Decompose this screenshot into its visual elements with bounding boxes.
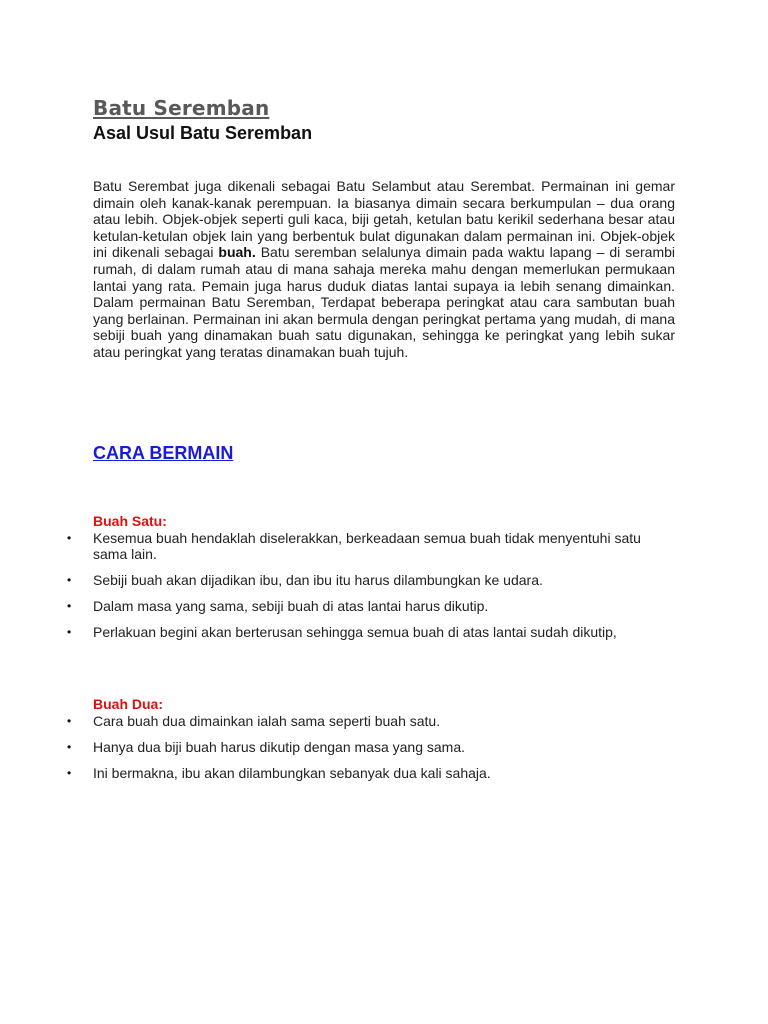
bullet-icon: • <box>67 739 72 754</box>
list-item <box>67 529 675 563</box>
intro-paragraph <box>93 178 675 361</box>
list-item <box>67 572 675 589</box>
document-subtitle: Asal Usul Batu Seremban <box>93 123 313 143</box>
intro-bold-term: buah. <box>218 244 256 261</box>
list-item-text: Cara buah dua dimainkan ialah sama seperti buah satu. <box>93 712 441 729</box>
bullet-icon: • <box>67 765 72 780</box>
list-item <box>67 624 675 641</box>
intro-text-part-2: Batu seremban selalunya dimain pada waktu lapang – di serambi rumah, di dalam rumah atau di mana sahaja mereka mahu dengan memerlukan permukaan lantai yang rata. Pemain juga harus duduk diatas lantai supaya ia lebih senang dimainkan. Dalam permainan Batu Seremban, Terdapat beberapa peringkat atau cara sambutan buah yang berlainan. Permainan ini akan bermula dengan peringkat pertama yang mudah, di mana sebiji buah yang dinamakan buah satu digunakan, sehingga ke peringkat yang lebih sukar atau peringkat yang teratas dinamakan buah tujuh. <box>93 244 676 360</box>
buah-satu-list <box>67 529 675 641</box>
bullet-icon: • <box>67 599 72 614</box>
list-item-text: Sebiji buah akan dijadikan ibu, dan ibu itu harus dilambungkan ke udara. <box>93 572 543 589</box>
list-item <box>67 764 675 782</box>
bullet-icon: • <box>67 573 72 588</box>
list-item-text: Perlakuan begini akan berterusan sehingga semua buah di atas lantai sudah dikutip, <box>93 624 617 641</box>
buah-dua-heading: Buah Dua: <box>93 695 163 712</box>
cara-bermain-link[interactable]: CARA BERMAIN <box>93 442 234 463</box>
intro-text-part-1: Batu Serembat juga dikenali sebagai Batu Selambut atau Serembat. Permainan ini gemar dimain oleh kanak-kanak perempuan. Ia biasanya dimain secara berkumpulan – dua orang atau lebih. Objek-objek seperti guli kaca, biji getah, ketulan batu kerikil sederhana besar atau ketulan-ketulan objek lain yang berbentuk bulat digunakan dalam permainan ini. Objek-objek ini dikenali sebagai <box>93 178 675 261</box>
document-page <box>67 94 676 791</box>
bullet-icon: • <box>67 713 72 728</box>
list-item-text: Ini bermakna, ibu akan dilambungkan sebanyak dua kali sahaja. <box>93 764 491 781</box>
bullet-icon: • <box>67 530 72 545</box>
list-item-text: Kesemua buah hendaklah diselerakkan, berkeadaan semua buah tidak menyentuhi satu sama lain. <box>93 529 641 563</box>
bullet-icon: • <box>67 625 72 640</box>
buah-satu-heading: Buah Satu: <box>93 512 167 529</box>
list-item <box>67 738 675 756</box>
list-item <box>67 598 675 615</box>
document-title: Batu Seremban <box>93 96 270 120</box>
buah-dua-list <box>67 712 675 782</box>
list-item-text: Dalam masa yang sama, sebiji buah di atas lantai harus dikutip. <box>93 598 489 615</box>
list-item-text: Hanya dua biji buah harus dikutip dengan masa yang sama. <box>93 738 466 755</box>
list-item <box>67 712 675 730</box>
